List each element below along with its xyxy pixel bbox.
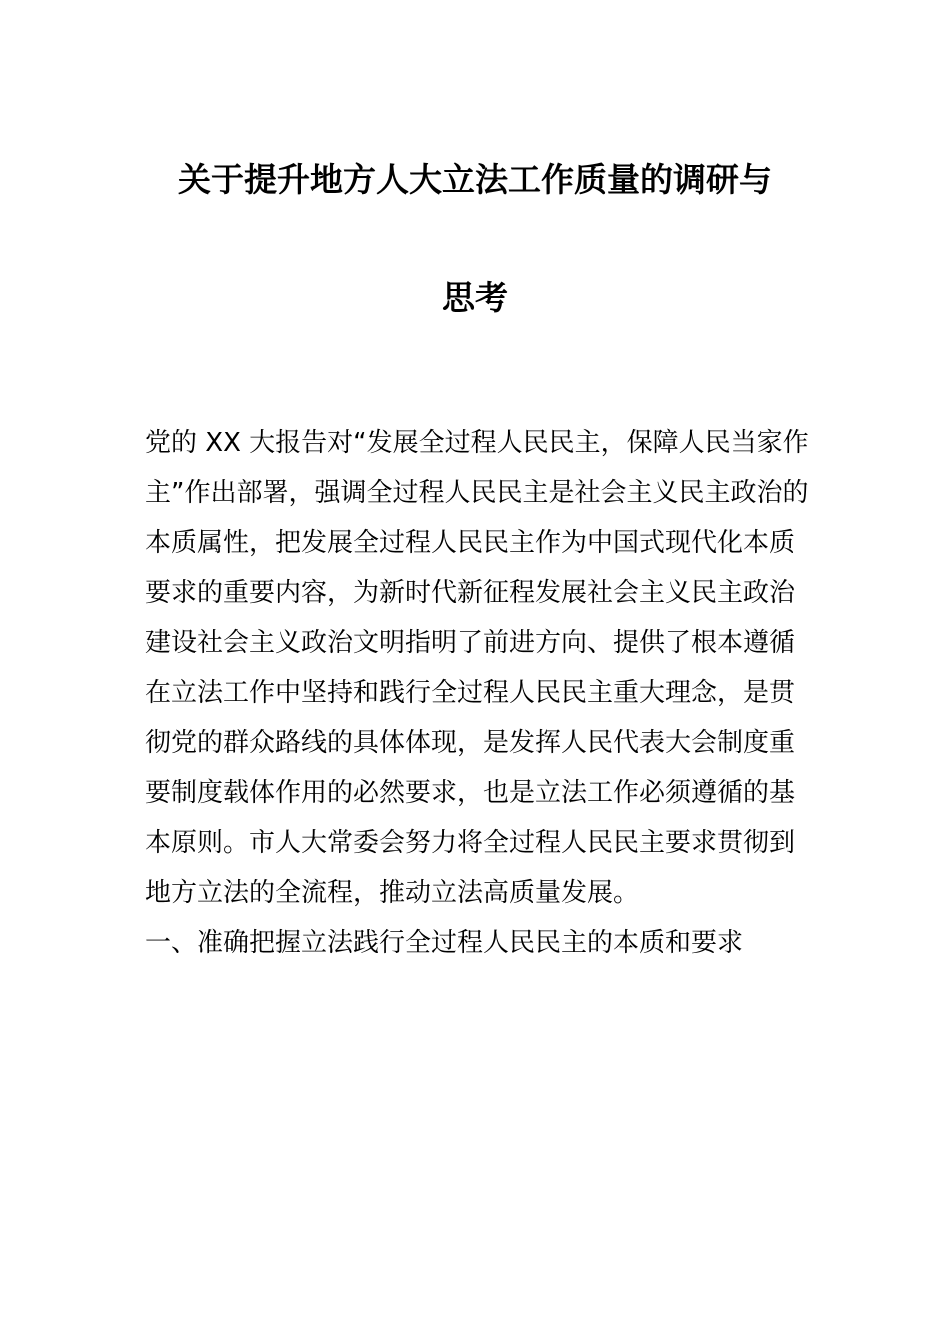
body-line: 在立法工作中坚持和践行全过程人民民主重大理念，是贯 [145, 678, 796, 708]
body-line: 彻党的群众路线的具体体现，是发挥人民代表大会制度重 [145, 728, 796, 758]
body-line: 本质属性，把发展全过程人民民主作为中国式现代化本质 [145, 528, 796, 558]
body-line: 党的 XX 大报告对“发展全过程人民民主，保障人民当家作 [145, 428, 809, 458]
section-heading: 一、准确把握立法践行全过程人民民主的本质和要求 [145, 928, 744, 958]
document-title-line-1: 关于提升地方人大立法工作质量的调研与 [178, 160, 772, 199]
document-title-line-2: 思考 [442, 278, 508, 317]
body-line: 建设社会主义政治文明指明了前进方向、提供了根本遵循 [145, 628, 796, 658]
body-line: 要制度载体作用的必然要求，也是立法工作必须遵循的基 [145, 778, 796, 808]
document-body [145, 418, 815, 968]
body-line: 本原则。市人大常委会努力将全过程人民民主要求贯彻到 [145, 828, 796, 858]
body-line: 主”作出部署，强调全过程人民民主是社会主义民主政治的 [145, 478, 809, 508]
body-line: 地方立法的全流程，推动立法高质量发展。 [145, 878, 640, 908]
body-line: 要求的重要内容，为新时代新征程发展社会主义民主政治 [145, 578, 796, 608]
